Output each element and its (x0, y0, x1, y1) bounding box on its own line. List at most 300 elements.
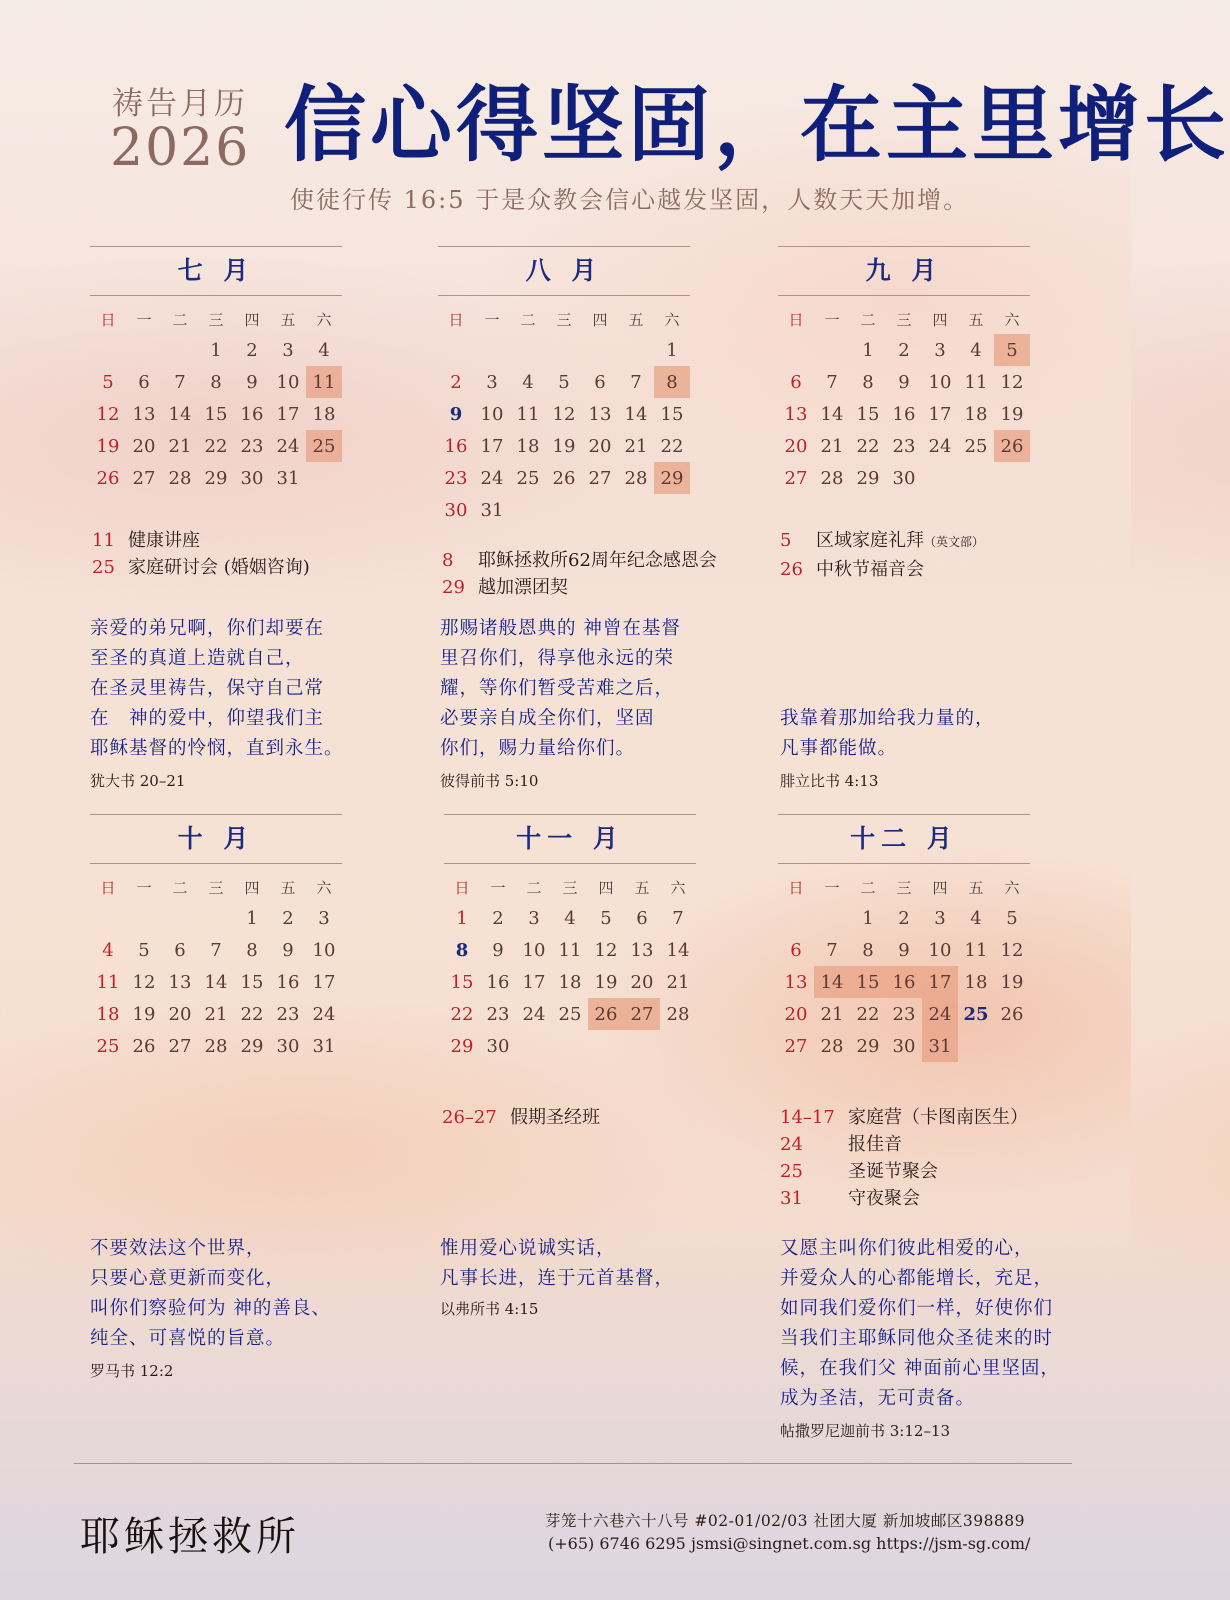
day-grid (778, 872, 1030, 1062)
day-cell: 26 (1000, 1003, 1024, 1025)
day-cell: 20 (588, 435, 612, 457)
scripture-line: 亲爱的弟兄啊，你们却要在 (90, 618, 325, 639)
day-cell: 10 (928, 939, 952, 961)
weekday-label: 二 (860, 310, 876, 329)
day-cell: 11 (964, 371, 988, 393)
empty-cell (778, 902, 814, 934)
day-cell: 24 (922, 998, 958, 1030)
event-title: 中秋节福音会 (816, 559, 924, 580)
day-cell: 7 (174, 371, 186, 393)
day-cell: 22 (856, 1003, 880, 1025)
day-cell: 30 (892, 467, 916, 489)
day-cell: 30 (486, 1035, 510, 1057)
weekday-label: 一 (136, 310, 152, 329)
day-cell: 27 (784, 1035, 808, 1057)
scripture-line: 成为圣洁，无可责备。 (780, 1388, 976, 1409)
day-cell: 12 (1000, 371, 1024, 393)
day-cell: 7 (210, 939, 222, 961)
day-cell: 3 (282, 339, 294, 361)
scripture-line: 候，在我们父 神面前心里坚固， (780, 1358, 1060, 1379)
day-cell: 25 (964, 435, 988, 457)
events-list (92, 527, 392, 581)
scripture-ref: 犹大书 20–21 (90, 772, 186, 790)
scripture-text (780, 704, 1100, 764)
day-cell: 5 (558, 371, 570, 393)
day-cell: 27 (784, 467, 808, 489)
scripture-text (440, 614, 770, 764)
day-cell: 15 (660, 403, 684, 425)
weekday-label: 六 (316, 310, 332, 329)
day-cell: 4 (102, 939, 114, 961)
event-date: 26–27 (442, 1107, 497, 1128)
day-cell: 27 (168, 1035, 192, 1057)
event-title: 报佳音 (848, 1134, 902, 1155)
scripture-ref: 罗马书 12:2 (90, 1362, 174, 1380)
day-cell: 31 (312, 1035, 336, 1057)
day-cell: 4 (564, 907, 576, 929)
weekday-label: 四 (592, 310, 608, 329)
day-cell: 9 (898, 371, 910, 393)
day-cell: 26 (552, 467, 576, 489)
events-list (442, 547, 772, 601)
day-cell: 7 (826, 939, 838, 961)
day-cell: 28 (624, 467, 648, 489)
empty-cell (438, 334, 474, 366)
month-block (438, 246, 690, 526)
day-cell: 10 (276, 371, 300, 393)
day-cell: 13 (784, 403, 808, 425)
day-cell: 17 (928, 403, 952, 425)
weekday-label: 一 (484, 310, 500, 329)
day-cell: 13 (784, 971, 808, 993)
event-date: 8 (442, 550, 454, 571)
day-cell: 3 (934, 339, 946, 361)
day-cell: 11 (306, 366, 342, 398)
weekday-label: 一 (136, 878, 152, 897)
day-cell: 31 (276, 467, 300, 489)
day-cell: 26 (132, 1035, 156, 1057)
weekday-label: 日 (100, 878, 116, 897)
weekday-label: 三 (556, 310, 572, 329)
day-cell: 16 (276, 971, 300, 993)
day-cell: 6 (594, 371, 606, 393)
weekday-label: 三 (896, 878, 912, 897)
day-cell: 5 (1006, 907, 1018, 929)
address-text: 芽笼十六巷六十八号 #02-01/02/03 社团大厦 新加坡邮区398889 (545, 1512, 1026, 1530)
scripture-line: 里召你们，得享他永远的荣 (440, 648, 675, 669)
empty-cell (162, 902, 198, 934)
scripture-text (780, 1234, 1110, 1414)
contact-info: (+65) 6746 6295 jsmsi@singnet.com.sg https://jsm-sg.com/ (548, 1534, 1031, 1553)
day-cell: 23 (892, 435, 916, 457)
scripture-ref: 彼得前书 5:10 (440, 772, 539, 790)
weekday-label: 五 (628, 310, 644, 329)
page-title: 信心得坚固，在主里增长 (284, 78, 1230, 173)
day-cell: 17 (480, 435, 504, 457)
weekday-label: 二 (172, 878, 188, 897)
day-cell: 16 (886, 966, 922, 998)
month-title: 十二 月 (778, 814, 1030, 864)
day-cell: 20 (784, 1003, 808, 1025)
day-cell: 16 (486, 971, 510, 993)
scripture-line: 只要心意更新而变化， (90, 1268, 286, 1289)
day-cell: 25 (558, 1003, 582, 1025)
day-cell: 20 (784, 435, 808, 457)
day-cell: 25 (516, 467, 540, 489)
day-cell: 28 (666, 1003, 690, 1025)
scripture-line: 我靠着那加给我力量的， (780, 708, 995, 729)
empty-cell (90, 902, 126, 934)
day-cell: 22 (660, 435, 684, 457)
event-item (780, 1185, 1100, 1212)
day-cell: 17 (922, 966, 958, 998)
scripture-ref: 帖撒罗尼迦前书 3:12–13 (780, 1422, 951, 1440)
day-cell: 6 (790, 371, 802, 393)
scripture-block (780, 1234, 1110, 1441)
day-cell: 5 (600, 907, 612, 929)
day-cell: 27 (132, 467, 156, 489)
day-cell: 3 (528, 907, 540, 929)
day-cell: 24 (312, 1003, 336, 1025)
event-title: 圣诞节聚会 (848, 1161, 938, 1182)
day-cell: 2 (450, 371, 462, 393)
day-cell: 25 (963, 1003, 989, 1025)
event-item (442, 1104, 772, 1131)
event-title: 区域家庭礼拜 (816, 530, 924, 551)
day-cell: 25 (96, 1035, 120, 1057)
scripture-line: 当我们主耶稣同他众圣徒来的时 (780, 1328, 1054, 1349)
day-cell: 19 (1000, 403, 1024, 425)
day-cell: 19 (594, 971, 618, 993)
day-cell: 18 (516, 435, 540, 457)
weekday-label: 一 (824, 878, 840, 897)
day-cell: 1 (246, 907, 258, 929)
day-cell: 29 (450, 1035, 474, 1057)
day-cell: 7 (826, 371, 838, 393)
weekday-label: 日 (100, 310, 116, 329)
month-block (90, 246, 342, 494)
events-list (442, 1104, 772, 1131)
scripture-ref: 以弗所书 4:15 (440, 1300, 539, 1318)
scripture-line: 不要效法这个世界， (90, 1238, 266, 1259)
day-cell: 31 (922, 1030, 958, 1062)
empty-cell (162, 334, 198, 366)
empty-cell (90, 334, 126, 366)
day-cell: 29 (856, 467, 880, 489)
weekday-label: 五 (968, 878, 984, 897)
event-item (442, 574, 772, 601)
weekday-label: 三 (562, 878, 578, 897)
day-cell: 8 (210, 371, 222, 393)
day-cell: 24 (522, 1003, 546, 1025)
events-list (780, 1104, 1100, 1212)
day-cell: 16 (892, 403, 916, 425)
weekday-label: 四 (598, 878, 614, 897)
event-date: 25 (92, 557, 115, 578)
day-cell: 1 (456, 907, 468, 929)
footer-divider (74, 1463, 1072, 1464)
day-cell: 21 (820, 1003, 844, 1025)
weekday-label: 四 (244, 310, 260, 329)
day-cell: 22 (204, 435, 228, 457)
day-cell: 8 (246, 939, 258, 961)
day-cell: 2 (898, 907, 910, 929)
day-cell: 2 (282, 907, 294, 929)
event-date: 5 (780, 530, 792, 551)
day-cell: 30 (892, 1035, 916, 1057)
event-item (780, 1131, 1100, 1158)
day-cell: 9 (898, 939, 910, 961)
scripture-line: 叫你们察验何为 神的善良、 (90, 1298, 331, 1319)
empty-cell (618, 334, 654, 366)
day-cell: 26 (588, 998, 624, 1030)
weekday-label: 一 (490, 878, 506, 897)
event-title: 耶稣拯救所62周年纪念感恩会 (478, 550, 717, 571)
event-title: 越加漂团契 (478, 577, 568, 598)
day-cell: 4 (970, 907, 982, 929)
weekday-label: 二 (172, 310, 188, 329)
day-cell: 30 (276, 1035, 300, 1057)
scripture-line: 那赐诸般恩典的 神曾在基督 (440, 618, 681, 639)
day-cell: 21 (624, 435, 648, 457)
day-cell: 25 (306, 430, 342, 462)
day-cell: 18 (964, 403, 988, 425)
scripture-line: 纯全、可喜悦的旨意。 (90, 1328, 286, 1349)
day-cell: 2 (246, 339, 258, 361)
day-cell: 8 (862, 939, 874, 961)
day-cell: 7 (672, 907, 684, 929)
event-title: 守夜聚会 (848, 1188, 920, 1209)
day-cell: 23 (240, 435, 264, 457)
day-cell: 12 (96, 403, 120, 425)
day-cell: 18 (964, 971, 988, 993)
scripture-line: 耶稣基督的怜悯，直到永生。 (90, 738, 344, 759)
day-cell: 17 (312, 971, 336, 993)
day-cell: 8 (455, 939, 469, 961)
weekday-label: 六 (316, 878, 332, 897)
scripture-line: 在 神的爱中，仰望我们主 (90, 708, 325, 729)
day-cell: 13 (168, 971, 192, 993)
event-item (780, 556, 1080, 583)
day-cell: 24 (480, 467, 504, 489)
month-block (444, 814, 696, 1062)
event-item (780, 1158, 1100, 1185)
event-date: 29 (442, 577, 465, 598)
day-cell: 30 (240, 467, 264, 489)
day-cell: 14 (814, 966, 850, 998)
day-grid (90, 304, 342, 494)
empty-cell (814, 334, 850, 366)
day-cell: 3 (318, 907, 330, 929)
scripture-line: 并爱众人的心都能增长，充足， (780, 1268, 1054, 1289)
day-cell: 22 (856, 435, 880, 457)
day-cell: 19 (1000, 971, 1024, 993)
day-cell: 18 (96, 1003, 120, 1025)
day-cell: 9 (282, 939, 294, 961)
day-cell: 1 (862, 339, 874, 361)
scripture-block (90, 614, 410, 791)
weekday-label: 六 (664, 310, 680, 329)
day-cell: 5 (102, 371, 114, 393)
scripture-block (440, 614, 770, 791)
day-cell: 9 (492, 939, 504, 961)
calendar-kicker: 祷告月历 (112, 86, 248, 122)
scripture-block (780, 704, 1100, 791)
day-cell: 27 (588, 467, 612, 489)
day-cell: 5 (994, 334, 1030, 366)
day-cell: 29 (204, 467, 228, 489)
day-cell: 11 (964, 939, 988, 961)
event-note: （英文部） (924, 535, 985, 549)
weekday-label: 三 (208, 878, 224, 897)
calendar-year: 2026 (110, 118, 251, 178)
event-date: 11 (92, 530, 115, 551)
day-cell: 15 (450, 971, 474, 993)
weekday-label: 五 (968, 310, 984, 329)
day-cell: 20 (132, 435, 156, 457)
event-date: 24 (780, 1134, 803, 1155)
scripture-line: 你们，赐力量给你们。 (440, 738, 636, 759)
weekday-label: 日 (788, 310, 804, 329)
event-title: 家庭营（卡图南医生） (848, 1107, 1028, 1128)
day-cell: 9 (449, 403, 463, 425)
empty-cell (778, 334, 814, 366)
scripture-ref: 腓立比书 4:13 (780, 772, 879, 790)
event-item (780, 1104, 1100, 1131)
empty-cell (126, 334, 162, 366)
day-cell: 18 (312, 403, 336, 425)
day-cell: 14 (820, 403, 844, 425)
day-cell: 14 (624, 403, 648, 425)
empty-cell (546, 334, 582, 366)
day-cell: 13 (132, 403, 156, 425)
scripture-text (90, 1234, 410, 1354)
day-cell: 24 (928, 435, 952, 457)
month-title: 十一 月 (444, 814, 696, 864)
event-title: 家庭研讨会 (婚姻咨询) (128, 557, 310, 578)
scripture-line: 惟用爱心说诚实话， (440, 1238, 616, 1259)
day-cell: 28 (204, 1035, 228, 1057)
empty-cell (198, 902, 234, 934)
day-cell: 20 (630, 971, 654, 993)
day-cell: 20 (168, 1003, 192, 1025)
month-title: 九 月 (778, 246, 1030, 296)
day-cell: 6 (138, 371, 150, 393)
day-cell: 11 (558, 939, 582, 961)
day-cell: 23 (486, 1003, 510, 1025)
day-cell: 19 (132, 1003, 156, 1025)
day-cell: 15 (850, 966, 886, 998)
day-cell: 4 (970, 339, 982, 361)
day-cell: 26 (96, 467, 120, 489)
weekday-label: 日 (454, 878, 470, 897)
event-date: 14–17 (780, 1107, 835, 1128)
day-cell: 1 (666, 339, 678, 361)
scripture-line: 耀，等你们暂受苦难之后， (440, 678, 675, 699)
event-item (92, 527, 392, 554)
day-grid (438, 304, 690, 526)
day-cell: 10 (928, 371, 952, 393)
scripture-block (90, 1234, 410, 1381)
day-cell: 10 (312, 939, 336, 961)
day-cell: 12 (552, 403, 576, 425)
scripture-text (440, 1234, 770, 1294)
month-title: 十 月 (90, 814, 342, 864)
day-cell: 21 (666, 971, 690, 993)
theme-verse: 使徒行传 16:5 于是众教会信心越发坚固，人数天天加增。 (290, 186, 970, 214)
day-cell: 15 (204, 403, 228, 425)
day-cell: 19 (552, 435, 576, 457)
weekday-label: 一 (824, 310, 840, 329)
day-cell: 2 (492, 907, 504, 929)
day-grid (90, 872, 342, 1062)
day-cell: 16 (444, 435, 468, 457)
day-cell: 29 (240, 1035, 264, 1057)
day-cell: 1 (862, 907, 874, 929)
day-cell: 23 (276, 1003, 300, 1025)
scripture-line: 凡事长进，连于元首基督， (440, 1268, 675, 1289)
day-cell: 22 (450, 1003, 474, 1025)
weekday-label: 六 (670, 878, 686, 897)
day-cell: 17 (276, 403, 300, 425)
event-item (780, 527, 1080, 556)
day-cell: 29 (856, 1035, 880, 1057)
day-grid (444, 872, 696, 1062)
weekday-label: 五 (280, 878, 296, 897)
weekday-label: 五 (634, 878, 650, 897)
day-cell: 6 (790, 939, 802, 961)
weekday-label: 五 (280, 310, 296, 329)
day-cell: 24 (276, 435, 300, 457)
event-item (442, 547, 772, 574)
event-item (92, 554, 392, 581)
day-cell: 9 (246, 371, 258, 393)
weekday-label: 四 (932, 310, 948, 329)
day-cell: 14 (666, 939, 690, 961)
day-cell: 4 (318, 339, 330, 361)
event-date: 31 (780, 1188, 803, 1209)
empty-cell (582, 334, 618, 366)
day-cell: 13 (588, 403, 612, 425)
empty-cell (814, 902, 850, 934)
scripture-line: 至圣的真道上造就自己， (90, 648, 305, 669)
day-cell: 1 (210, 339, 222, 361)
day-cell: 30 (444, 499, 468, 521)
day-cell: 3 (934, 907, 946, 929)
weekday-label: 二 (860, 878, 876, 897)
weekday-label: 四 (932, 878, 948, 897)
day-cell: 27 (624, 998, 660, 1030)
events-list (780, 527, 1080, 583)
day-cell: 23 (444, 467, 468, 489)
scripture-block (440, 1234, 770, 1319)
weekday-label: 六 (1004, 310, 1020, 329)
day-cell: 3 (486, 371, 498, 393)
day-cell: 10 (522, 939, 546, 961)
day-cell: 2 (898, 339, 910, 361)
day-cell: 18 (558, 971, 582, 993)
day-cell: 14 (168, 403, 192, 425)
day-cell: 14 (204, 971, 228, 993)
event-title: 假期圣经班 (510, 1107, 600, 1128)
day-cell: 15 (240, 971, 264, 993)
day-cell: 7 (630, 371, 642, 393)
day-cell: 11 (516, 403, 540, 425)
weekday-label: 四 (244, 878, 260, 897)
day-cell: 12 (1000, 939, 1024, 961)
organization-name: 耶稣拯救所 (80, 1514, 300, 1560)
weekday-label: 二 (520, 310, 536, 329)
